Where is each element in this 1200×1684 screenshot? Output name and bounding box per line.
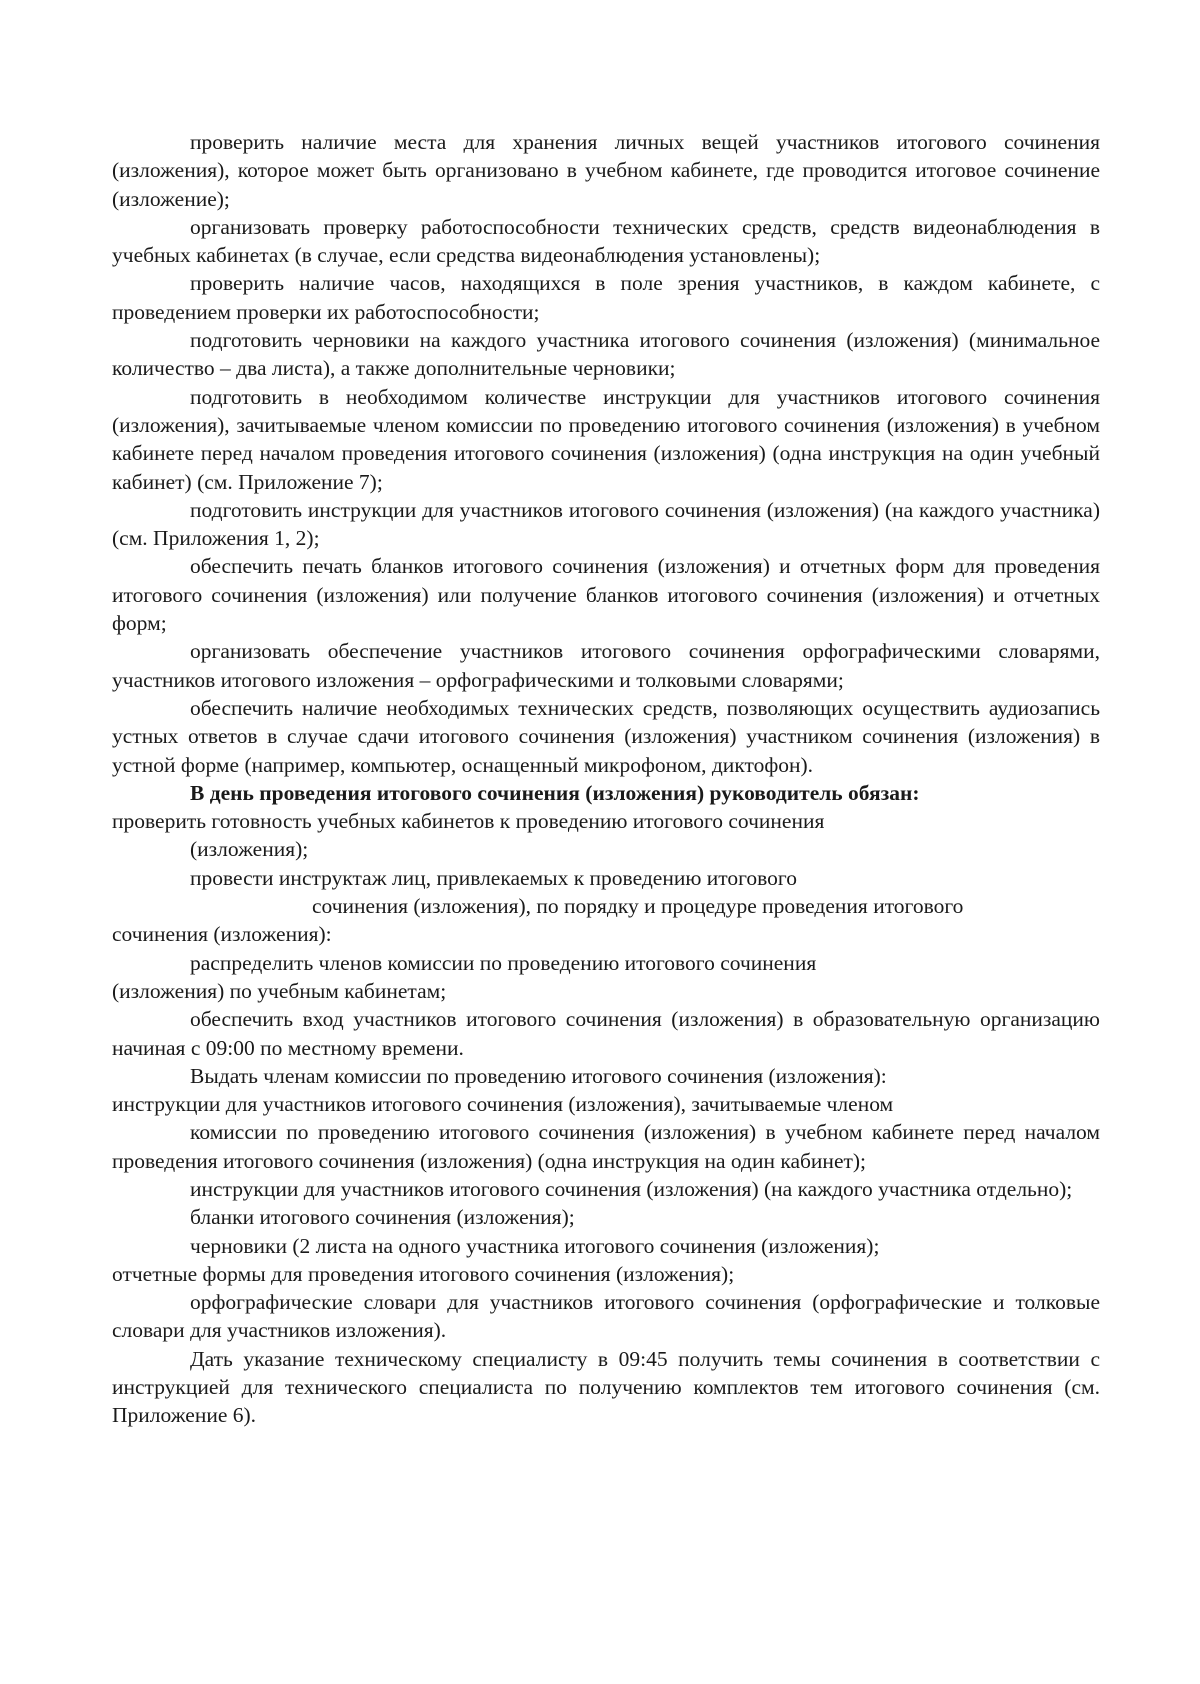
- paragraph-storage: проверить наличие места для хранения личных вещей участников итогового сочинения (изложения), которое может быть организовано в учебном кабинете, где проводится итоговое сочинение (изложение);: [112, 130, 1100, 211]
- paragraph-instructions-read: подготовить в необходимом количестве инструкции для участников итогового сочинения (изложения), зачитываемые членом комиссии по проведению итогового сочинения (изложения) в учебном кабинете перед началом проведения итогового сочинения (изложения) (одна инструкция на один учебный кабинет) (см. Приложение 7);: [112, 384, 1100, 494]
- paragraph-instructions-each: подготовить инструкции для участников итогового сочинения (изложения) (на каждого участника) (см. Приложения 1, 2);: [112, 497, 1100, 551]
- issue-item-instructions-each: инструкции для участников итогового сочинения (изложения) (на каждого участника отдельно);: [190, 1176, 1073, 1201]
- issue-item-reports: отчетные формы для проведения итогового сочинения (изложения);: [112, 1261, 735, 1286]
- paragraph-print-forms: обеспечить печать бланков итогового сочинения (изложения) и отчетных форм для проведения итогового сочинения (изложения) или получение бланков итогового сочинения (изложения) и отчетных форм;: [112, 554, 1100, 636]
- issue-item-dictionaries: орфографические словари для участников итогового сочинения (орфографические и толковые словари для участников изложения).: [112, 1290, 1100, 1343]
- day-item-briefing-line1: провести инструктаж лиц, привлекаемых к проведению итогового: [190, 865, 797, 890]
- day-item-briefing-line3: сочинения (изложения):: [112, 922, 332, 947]
- paragraph-tech-check: организовать проверку работоспособности технических средств, средств видеонаблюдения в учебных кабинетах (в случае, если средства видеонаблюдения установлены);: [112, 214, 1100, 268]
- day-item-distribute-line1: распределить членов комиссии по проведению итогового сочинения: [190, 950, 817, 975]
- issue-item-forms: бланки итогового сочинения (изложения);: [190, 1205, 575, 1230]
- final-paragraph: Дать указание техническому специалисту в 09:45 получить темы сочинения в соответствии с инструкцией для технического специалиста по получению комплектов тем итогового сочинения (см. Приложение 6).: [112, 1346, 1100, 1428]
- issue-heading: Выдать членам комиссии по проведению итогового сочинения (изложения):: [190, 1063, 887, 1088]
- day-item-briefing-line2: сочинения (изложения), по порядку и процедуре проведения итогового: [312, 894, 964, 919]
- paragraph-clocks: проверить наличие часов, находящихся в поле зрения участников, в каждом кабинете, с проведением проверки их работоспособности;: [112, 271, 1100, 324]
- paragraph-audio: обеспечить наличие необходимых технических средств, позволяющих осуществить аудиозапись устных ответов в случае сдачи итогового сочинения (изложения) участником сочинения (изложения) в устной форме (например, компьютер, оснащенный микрофоном, диктофон).: [112, 695, 1100, 777]
- day-heading: В день проведения итогового сочинения (изложения) руководитель обязан:: [190, 780, 920, 805]
- issue-item-drafts: черновики (2 листа на одного участника итогового сочинения (изложения);: [190, 1233, 880, 1258]
- document-body: [112, 128, 1100, 1430]
- day-item-check-line2: (изложения);: [190, 837, 309, 862]
- paragraph-dictionaries: организовать обеспечение участников итогового сочинения орфографическими словарями, участников итогового изложения – орфографическими и толковыми словарями;: [112, 639, 1100, 692]
- paragraph-drafts: подготовить черновики на каждого участника итогового сочинения (изложения) (минимальное количество – два листа), а также дополнительные черновики;: [112, 328, 1100, 381]
- issue-item-instructions-line1: инструкции для участников итогового сочинения (изложения), зачитываемые членом: [112, 1092, 894, 1117]
- day-item-distribute-line2: (изложения) по учебным кабинетам;: [112, 978, 447, 1003]
- day-item-entry: обеспечить вход участников итогового сочинения (изложения) в образовательную организацию начиная с 09:00 по местному времени.: [112, 1007, 1100, 1060]
- issue-item-instructions-line2: комиссии по проведению итогового сочинения (изложения) в учебном кабинете перед началом проведения итогового сочинения (изложения) (одна инструкция на один кабинет);: [112, 1120, 1100, 1173]
- day-item-check-line1: проверить готовность учебных кабинетов к проведению итогового сочинения: [112, 809, 825, 834]
